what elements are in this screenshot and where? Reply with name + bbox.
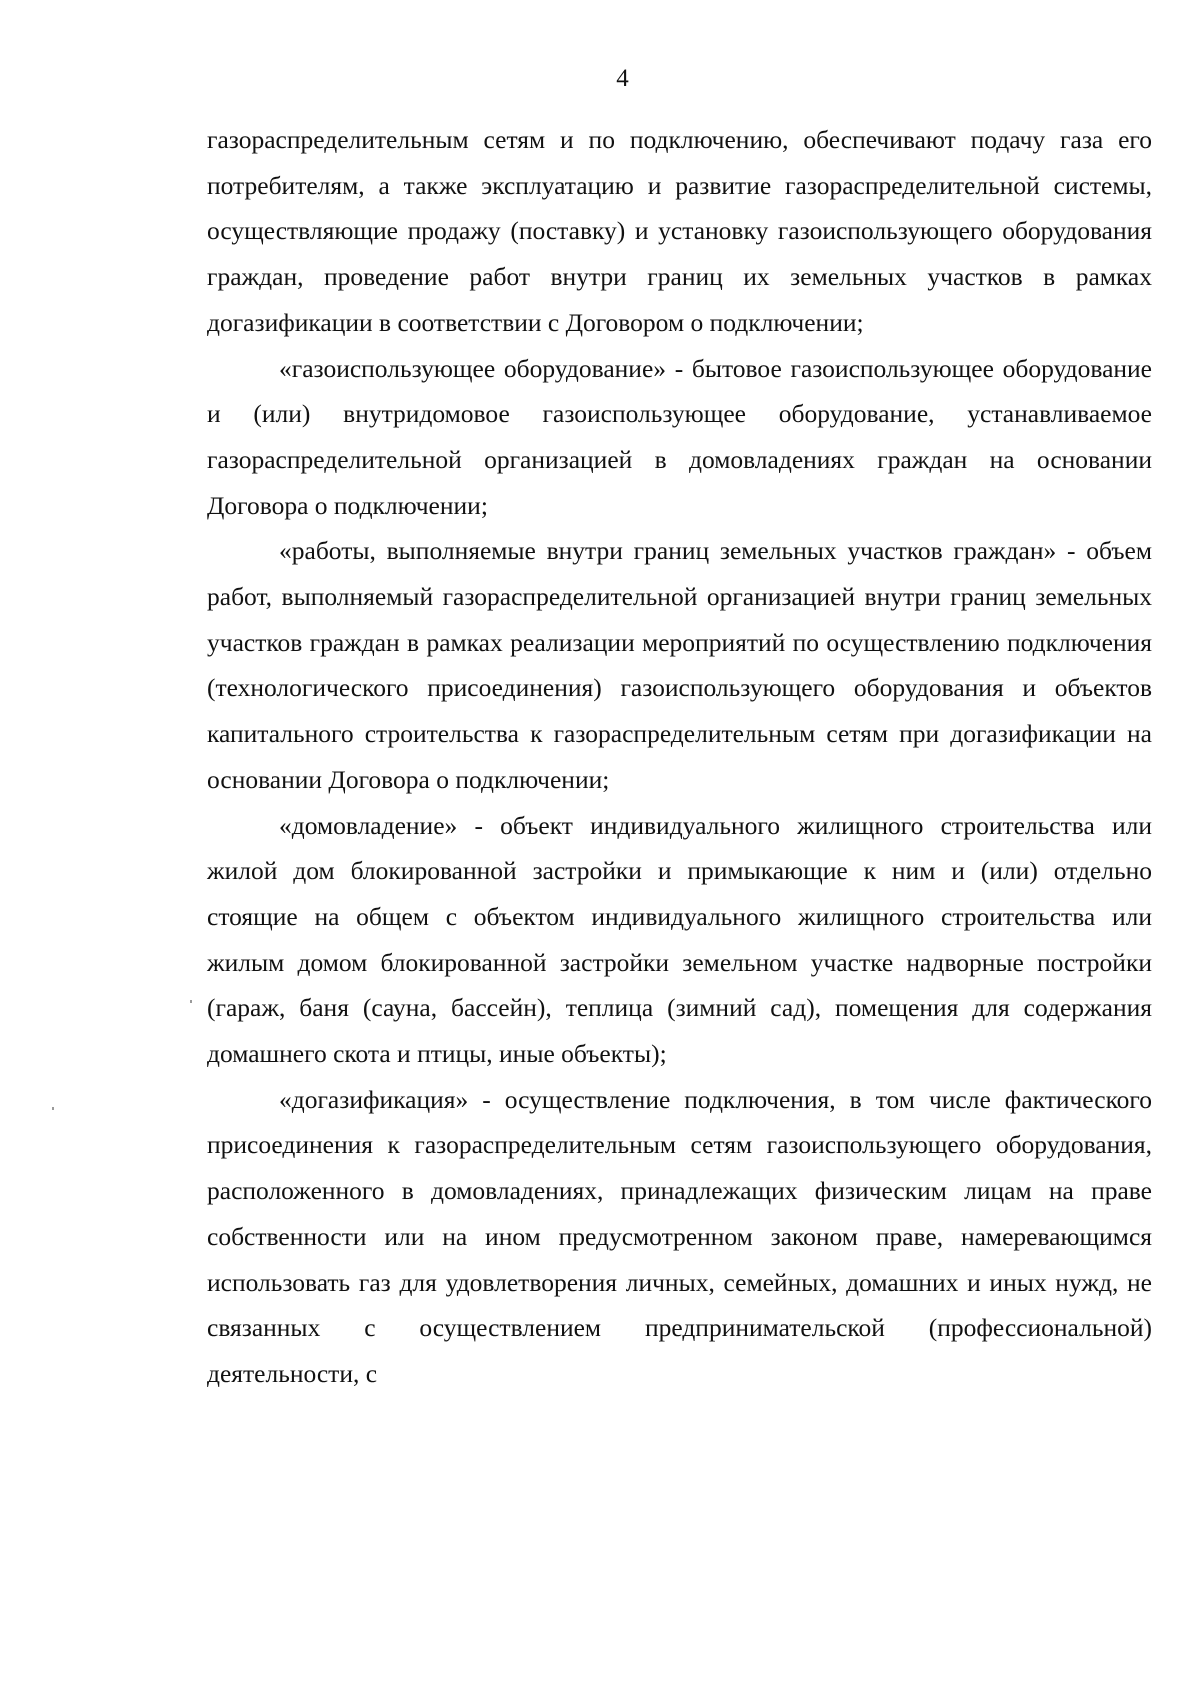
page-number: 4 [616,65,629,92]
scan-artifact [52,1107,54,1110]
scan-artifact [190,1000,192,1003]
paragraph-additional-gasification-definition: «догазификация» - осуществление подключения, в том числе фактического присоединения к газораспределительным сетям газоиспользующего оборудования, расположенного в домовладениях, принадлежащих физическим лицам на праве собственности или на ином предусмотренном законом праве, намеревающимся использовать газ для удовлетворения личных, семейных, домашних и иных нужд, не связанных с осуществлением предпринимательской (профессиональной) деятельности, с [207,1084,1152,1388]
document-body [207,117,1152,1397]
paragraph-household-definition: «домовладение» - объект индивидуального жилищного строительства или жилой дом блокированной застройки и примыкающие к ним и (или) отдельно стоящие на общем с объектом индивидуального жилищного строительства или жилым домом блокированной застройки земельном участке надворные постройки (гараж, баня (сауна, бассейн), теплица (зимний сад), помещения для содержания домашнего скота и птицы, иные объекты); [207,810,1152,1069]
paragraph-works-definition: «работы, выполняемые внутри границ земельных участков граждан» - объем работ, выполняемый газораспределительной организацией внутри границ земельных участков граждан в рамках реализации мероприятий по осуществлению подключения (технологического присоединения) газоиспользующего оборудования и объектов капитального строительства к газораспределительным сетям при догазификации на основании Договора о подключении; [207,536,1152,794]
paragraph-gas-equipment-definition: «газоиспользующее оборудование» - бытовое газоиспользующее оборудование и (или) внутридомовое газоиспользующее оборудование, устанавливаемое газораспределительной организацией в домовладениях граждан на основании Договора о подключении; [207,353,1152,520]
paragraph-continuation: газораспределительным сетям и по подключению, обеспечивают подачу газа его потребителям, а также эксплуатацию и развитие газораспределительной системы, осуществляющие продажу (поставку) и установку газоиспользующего оборудования граждан, проведение работ внутри границ их земельных участков в рамках догазификации в соответствии с Договором о подключении; [207,125,1152,337]
